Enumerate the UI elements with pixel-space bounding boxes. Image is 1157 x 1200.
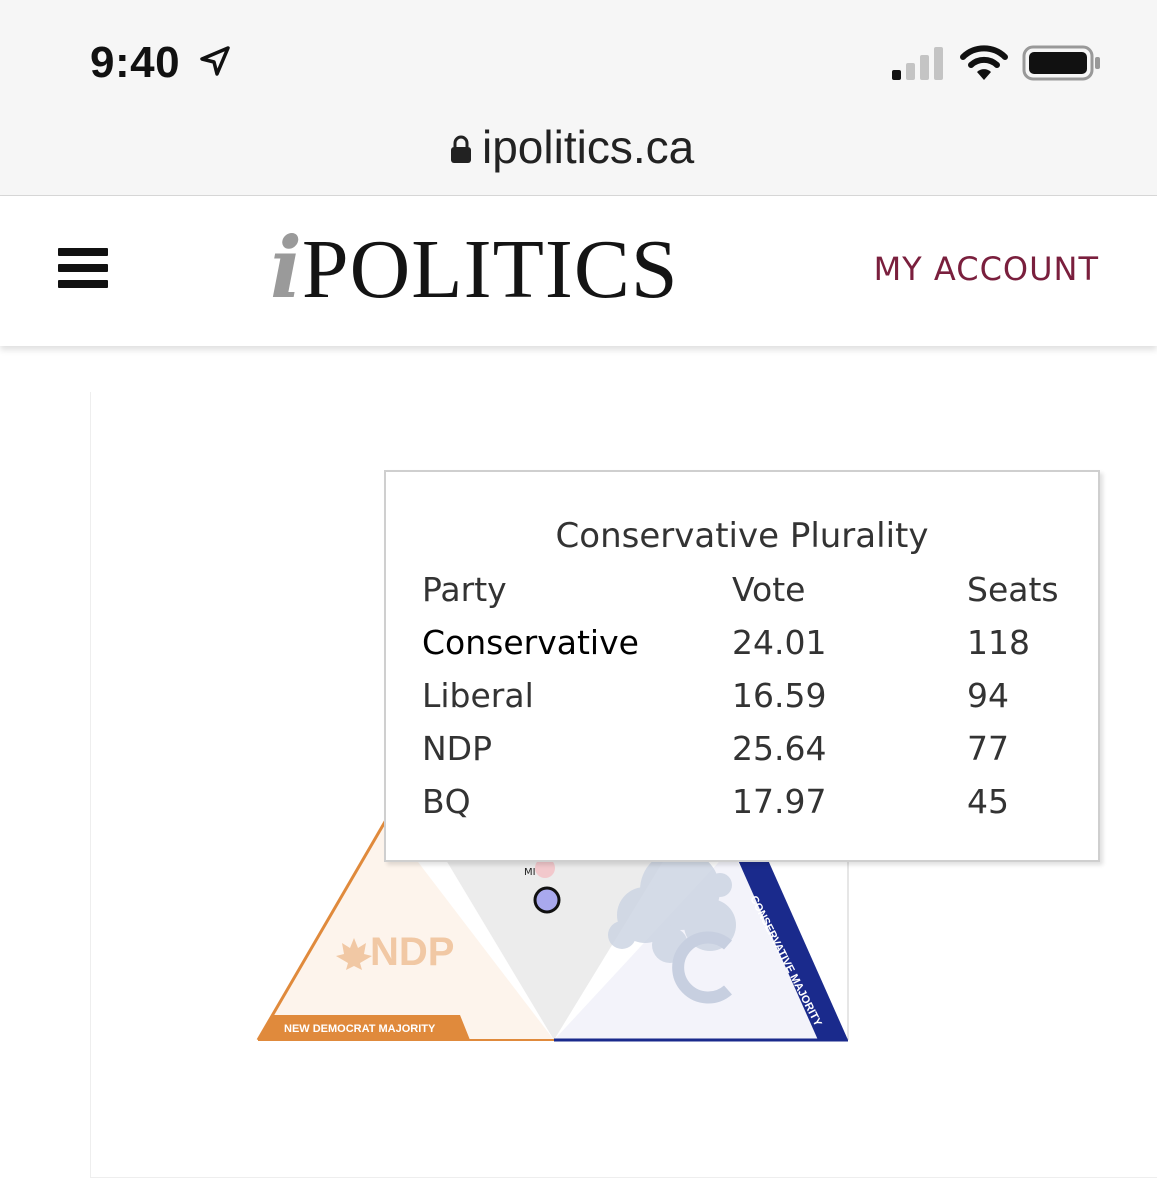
row-seats: 77 [967, 729, 1009, 768]
row-vote: 16.59 [732, 676, 827, 715]
site-logo[interactable]: iPOLITICS [270, 218, 679, 317]
tooltip-header-row [386, 570, 1098, 623]
table-row [386, 782, 1098, 835]
hamburger-menu-icon[interactable] [58, 248, 108, 288]
tooltip-title: Conservative Plurality [555, 516, 929, 556]
selected-scenario-point[interactable] [535, 888, 559, 912]
status-time: 9:40 [90, 38, 181, 87]
address-bar[interactable] [0, 110, 1157, 196]
status-bar [0, 0, 1157, 110]
lock-icon [450, 134, 472, 164]
row-party: BQ [422, 782, 471, 821]
location-arrow-icon [198, 44, 232, 78]
row-vote: 25.64 [732, 729, 827, 768]
header-seats: Seats [967, 570, 1059, 609]
row-vote: 17.97 [732, 782, 827, 821]
battery-icon [1022, 45, 1102, 81]
point-label: MI [524, 867, 536, 878]
row-party: Conservative [422, 623, 639, 662]
row-seats: 94 [967, 676, 1009, 715]
ndp-logo-text: NDP [370, 930, 455, 974]
site-header [0, 196, 1157, 346]
table-row [386, 676, 1098, 729]
header-vote: Vote [732, 570, 806, 609]
cellular-signal-icon [890, 46, 946, 80]
row-party: NDP [422, 729, 492, 768]
ndp-majority-label: NEW DEMOCRAT MAJORITY [284, 1023, 436, 1035]
row-vote: 24.01 [732, 623, 827, 662]
wifi-icon [960, 44, 1008, 82]
conservative-majority-label: CONSERVATIVE MAJORITY [747, 893, 824, 1029]
row-seats: 45 [967, 782, 1009, 821]
row-party: Liberal [422, 676, 534, 715]
row-seats: 118 [967, 623, 1030, 662]
my-account-link[interactable]: MY ACCOUNT [873, 250, 1099, 288]
table-row [386, 729, 1098, 782]
table-row [386, 623, 1098, 676]
header-party: Party [422, 570, 507, 609]
url-text[interactable]: ipolitics.ca [482, 121, 695, 173]
scenario-tooltip [384, 470, 1100, 862]
